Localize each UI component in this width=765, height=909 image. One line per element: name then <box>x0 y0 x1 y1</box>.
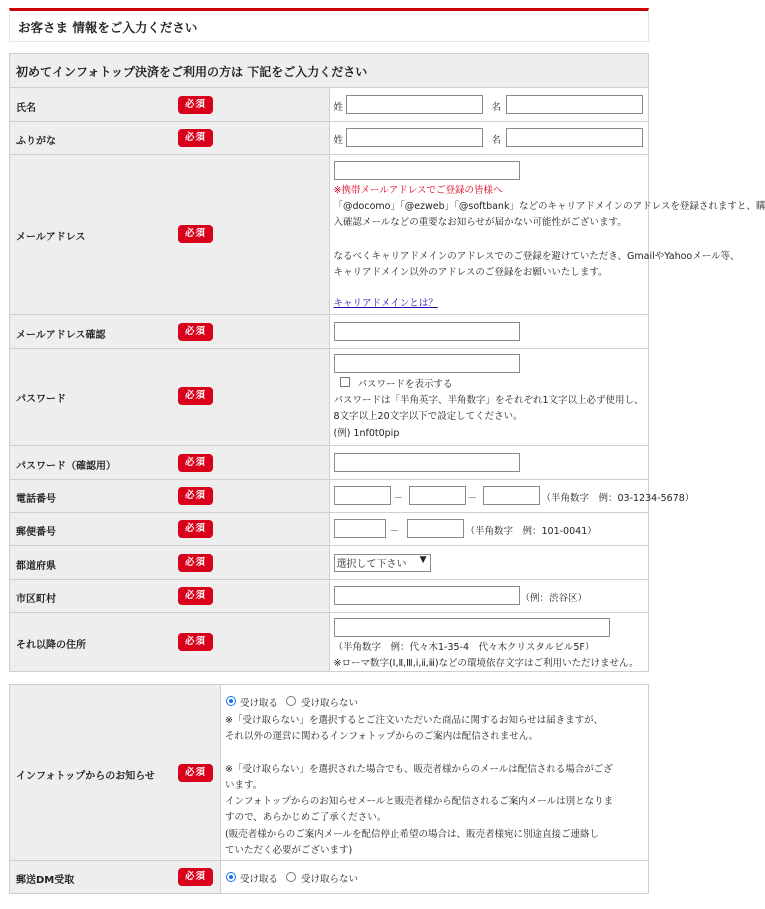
last-name-kana-input[interactable] <box>346 128 483 147</box>
postal-label: 郵便番号 <box>16 527 56 538</box>
postal-hint: （半角数字 例：101-0041） <box>465 526 597 537</box>
notice-text: (販売者様からのご案内メールを配信停止希望の場合は、販売者様宛に別途直接ご連絡し <box>225 829 600 840</box>
dm-row <box>10 861 649 894</box>
notice-text: インフォトップからのお知らせメールと販売者様から配信されるご案内メールは別となりま <box>225 796 614 807</box>
password-hint: パスワードは「半角英字、半角数字」をそれぞれ1文字以上必ず使用し、 <box>333 395 644 406</box>
email-notice-title: ※携帯メールアドレスでご登録の皆様へ <box>333 185 503 196</box>
dm-receive-label[interactable]: 受け取る <box>240 874 279 885</box>
prefecture-selected: 選択して下さい <box>336 559 407 570</box>
notification-settings-form <box>9 684 649 894</box>
email-notice-line: なるべくキャリアドメインのアドレスでのご登録を避けていただき、GmailやYahooメール等、 <box>333 251 740 262</box>
show-password-label[interactable]: パスワードを表示する <box>357 379 453 390</box>
password-row <box>10 349 649 446</box>
mei-label: 名 <box>491 135 502 146</box>
prefecture-label: 都道府県 <box>16 561 56 572</box>
email-confirm-row <box>10 315 649 349</box>
required-badge: 必須 <box>178 129 213 147</box>
password-input[interactable] <box>334 354 520 373</box>
carrier-domain-link[interactable]: キャリアドメインとは？ <box>333 298 438 309</box>
phone-label: 電話番号 <box>16 494 56 505</box>
email-label: メールアドレス <box>16 232 86 243</box>
kana-row <box>10 122 649 155</box>
email-confirm-label: メールアドレス確認 <box>16 330 106 341</box>
infotop-notice-label: インフォトップからのお知らせ <box>16 771 155 782</box>
customer-info-form <box>9 53 765 672</box>
notice-text: ※「受け取らない」を選択された場合でも、販売者様からのメールは配信される場合がござ <box>225 764 613 775</box>
phone-part1-input[interactable] <box>334 486 391 505</box>
city-row <box>10 580 649 613</box>
sei-label: 姓 <box>333 135 344 146</box>
email-row <box>10 155 649 315</box>
notice-text: それ以外の運営に関わるインフォトップからのご案内は配信されません。 <box>225 731 539 742</box>
receive-label[interactable]: 受け取る <box>240 698 279 709</box>
address-note: ※ローマ数字(Ⅰ,Ⅱ,Ⅲ,ⅰ,ⅱ,ⅲ)などの環境依存文字はご利用いただけません。 <box>333 658 639 669</box>
email-notice-line: 入確認メールなどの重要なお知らせが届かない可能性がございます。 <box>333 217 627 228</box>
password-label: パスワード <box>16 394 66 405</box>
password-confirm-label: パスワード（確認用） <box>16 461 116 472</box>
dm-decline-radio[interactable] <box>286 872 296 882</box>
mei-label: 名 <box>491 102 502 113</box>
first-name-kana-input[interactable] <box>506 128 643 147</box>
address-row <box>10 613 649 672</box>
name-label: 氏名 <box>16 103 36 114</box>
phone-row <box>10 480 649 513</box>
section-heading-row <box>10 54 649 88</box>
notice-text: ※「受け取らない」を選択するとご注文いただいた商品に関するお知らせは届きますが、 <box>225 715 604 726</box>
page-header <box>9 8 649 42</box>
city-input[interactable] <box>334 586 520 605</box>
decline-label[interactable]: 受け取らない <box>301 698 359 709</box>
infotop-notice-row <box>10 685 649 861</box>
required-badge: 必須 <box>178 554 213 572</box>
email-notice-line: キャリアドメイン以外のアドレスのご登録をお願いいたします。 <box>333 267 608 278</box>
address-hint: （半角数字 例：代々木1-35-4 代々木クリスタルビル5F） <box>333 642 595 653</box>
name-row <box>10 88 649 122</box>
chevron-down-icon: ▼ <box>419 555 427 565</box>
required-badge: 必須 <box>178 387 213 405</box>
required-badge: 必須 <box>178 764 213 782</box>
phone-part2-input[interactable] <box>409 486 466 505</box>
last-name-input[interactable] <box>346 95 483 114</box>
city-label: 市区町村 <box>16 594 56 605</box>
email-notice-line: 「@docomo」「@ezweb」「@softbank」などのキャリアドメインのアドレスを登録されますと、購 <box>333 201 765 212</box>
page-title: お客さま 情報をご入力ください <box>18 20 198 35</box>
receive-radio[interactable] <box>226 696 236 706</box>
notice-text: すので、あらかじめご了承ください。 <box>225 812 387 823</box>
password-confirm-input[interactable] <box>334 453 520 472</box>
phone-hint: （半角数字 例：03-1234-5678） <box>541 493 695 504</box>
dash: － <box>467 493 478 504</box>
notice-text: ていただく必要がございます) <box>225 845 353 856</box>
required-badge: 必須 <box>178 96 213 114</box>
required-badge: 必須 <box>178 225 213 243</box>
required-badge: 必須 <box>178 487 213 505</box>
required-badge: 必須 <box>178 633 213 651</box>
dash: － <box>389 526 400 537</box>
section-heading: 初めてインフォトップ決済をご利用の方は 下記をご入力ください <box>16 65 368 79</box>
email-confirm-input[interactable] <box>334 322 520 341</box>
kana-label: ふりがな <box>16 136 56 147</box>
dm-decline-label[interactable]: 受け取らない <box>301 874 359 885</box>
required-badge: 必須 <box>178 323 213 341</box>
notice-text: います。 <box>225 780 263 791</box>
sei-label: 姓 <box>333 102 344 113</box>
prefecture-row <box>10 546 649 580</box>
first-name-input[interactable] <box>506 95 643 114</box>
city-hint: （例：渋谷区） <box>520 593 588 604</box>
postal-row <box>10 513 649 546</box>
required-badge: 必須 <box>178 868 213 886</box>
dash: － <box>393 493 404 504</box>
phone-part3-input[interactable] <box>483 486 540 505</box>
show-password-checkbox[interactable] <box>340 377 350 387</box>
decline-radio[interactable] <box>286 696 296 706</box>
password-confirm-row <box>10 446 649 480</box>
email-input[interactable] <box>334 161 520 180</box>
required-badge: 必須 <box>178 587 213 605</box>
postal-part1-input[interactable] <box>334 519 386 538</box>
postal-part2-input[interactable] <box>407 519 464 538</box>
dm-receive-radio[interactable] <box>226 872 236 882</box>
prefecture-select[interactable] <box>334 554 431 572</box>
address-label: それ以降の住所 <box>16 640 86 651</box>
dm-label: 郵送DM受取 <box>16 875 75 886</box>
password-hint: 8文字以上20文字以下で設定してください。 <box>333 411 523 422</box>
address-input[interactable] <box>334 618 610 637</box>
required-badge: 必須 <box>178 520 213 538</box>
required-badge: 必須 <box>178 454 213 472</box>
password-example: (例) 1nf0t0pip <box>333 428 400 439</box>
